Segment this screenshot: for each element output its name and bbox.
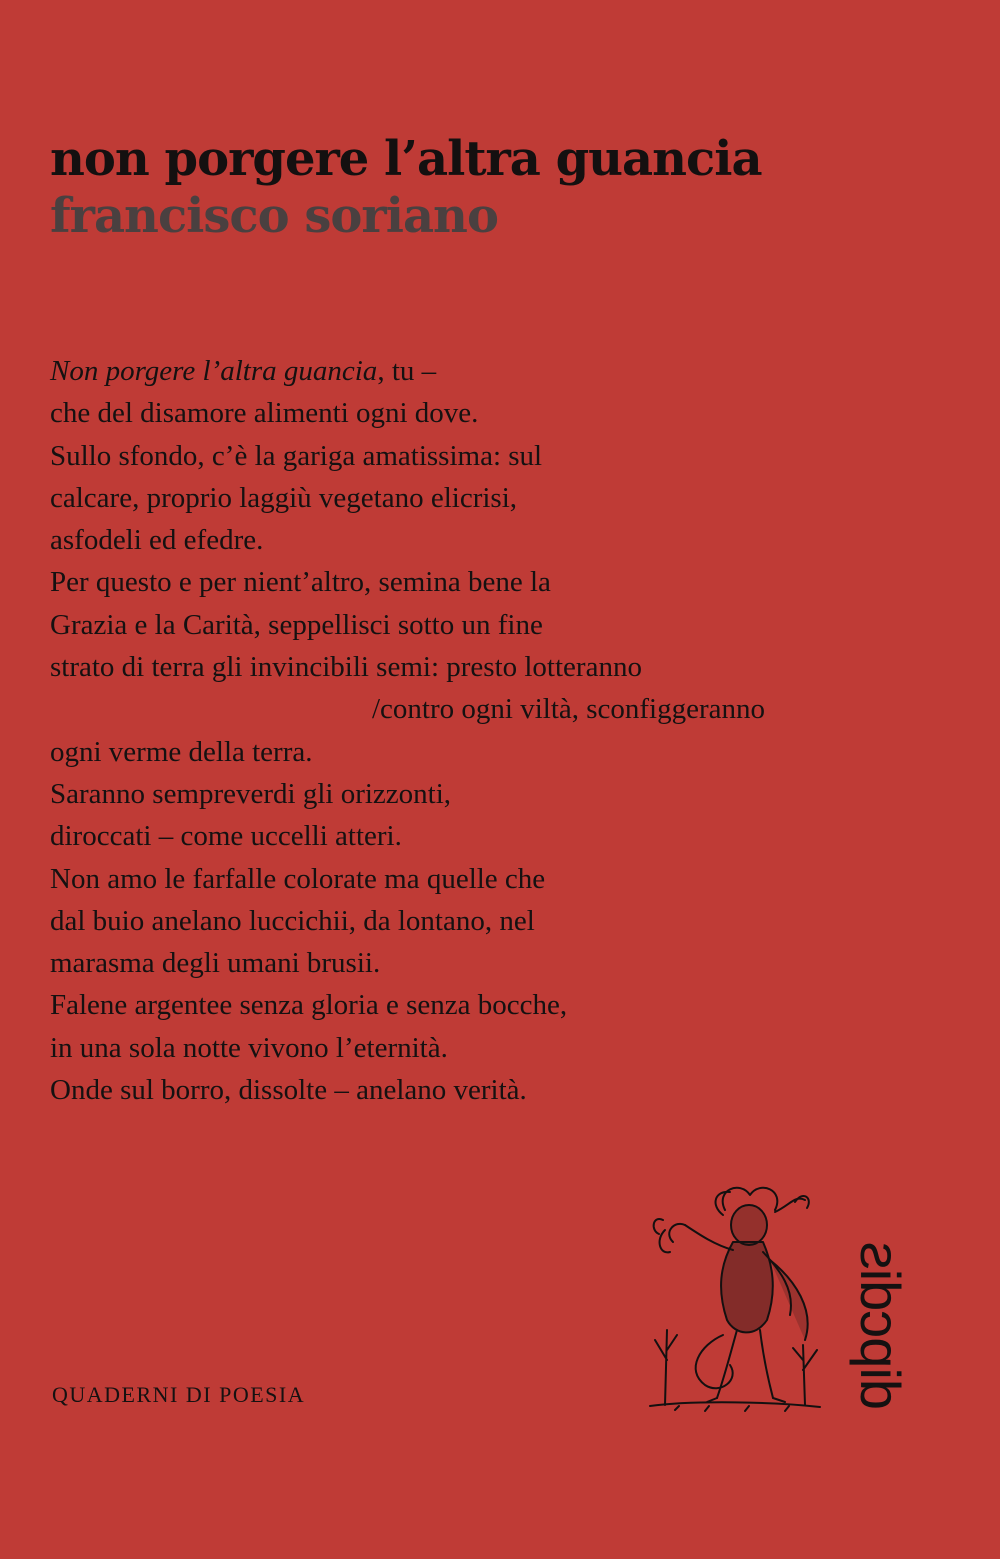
poem-line: che del disamore alimenti ogni dove. — [50, 397, 479, 430]
poem-line: calcare, proprio laggiù vegetano elicrisi, — [50, 481, 518, 514]
poem-line: Falene argentee senza gloria e senza bocche, — [50, 989, 568, 1022]
poem-text — [50, 350, 765, 1111]
poem-line: marasma degli umani brusii. — [50, 947, 381, 980]
poem-line: Saranno sempreverdi gli orizzonti, — [50, 777, 452, 810]
poem-line: Per questo e per nient’altro, semina bene la — [50, 566, 551, 599]
poem-line: diroccati – come uccelli atteri. — [50, 820, 402, 853]
poem-line: Sullo sfondo, c’è la gariga amatissima: sul — [50, 439, 543, 472]
book-author: francisco soriano — [50, 188, 498, 244]
poem-line: Non amo le farfalle colorate ma quelle che — [50, 862, 546, 895]
wild-man-engraving-icon — [645, 1170, 825, 1415]
poem-line — [50, 350, 765, 392]
poem-line: dal buio anelano luccichii, da lontano, nel — [50, 904, 535, 937]
poem-line: asfodeli ed efedre. — [50, 524, 264, 557]
poem-line-indented: /contro ogni viltà, sconfiggeranno — [372, 693, 766, 726]
poem-line-rest: , tu – — [377, 355, 437, 387]
poem-line: strato di terra gli invincibili semi: presto lotteranno — [50, 651, 642, 684]
series-label: QUADERNI DI POESIA — [52, 1382, 306, 1407]
poem-line: Grazia e la Carità, seppellisci sotto un fine — [50, 608, 543, 641]
poem-line: in una sola notte vivono l’eternità. — [50, 1031, 448, 1064]
poem-line: ogni verme della terra. — [50, 735, 313, 768]
book-title: non porgere l’altra guancia — [50, 131, 762, 187]
poem-line: Onde sul borro, dissolte – anelano verità. — [50, 1074, 527, 1107]
poem-title-italic: Non porgere l’altra guancia — [50, 355, 378, 387]
publisher-logo: dipcdis — [849, 1242, 912, 1410]
